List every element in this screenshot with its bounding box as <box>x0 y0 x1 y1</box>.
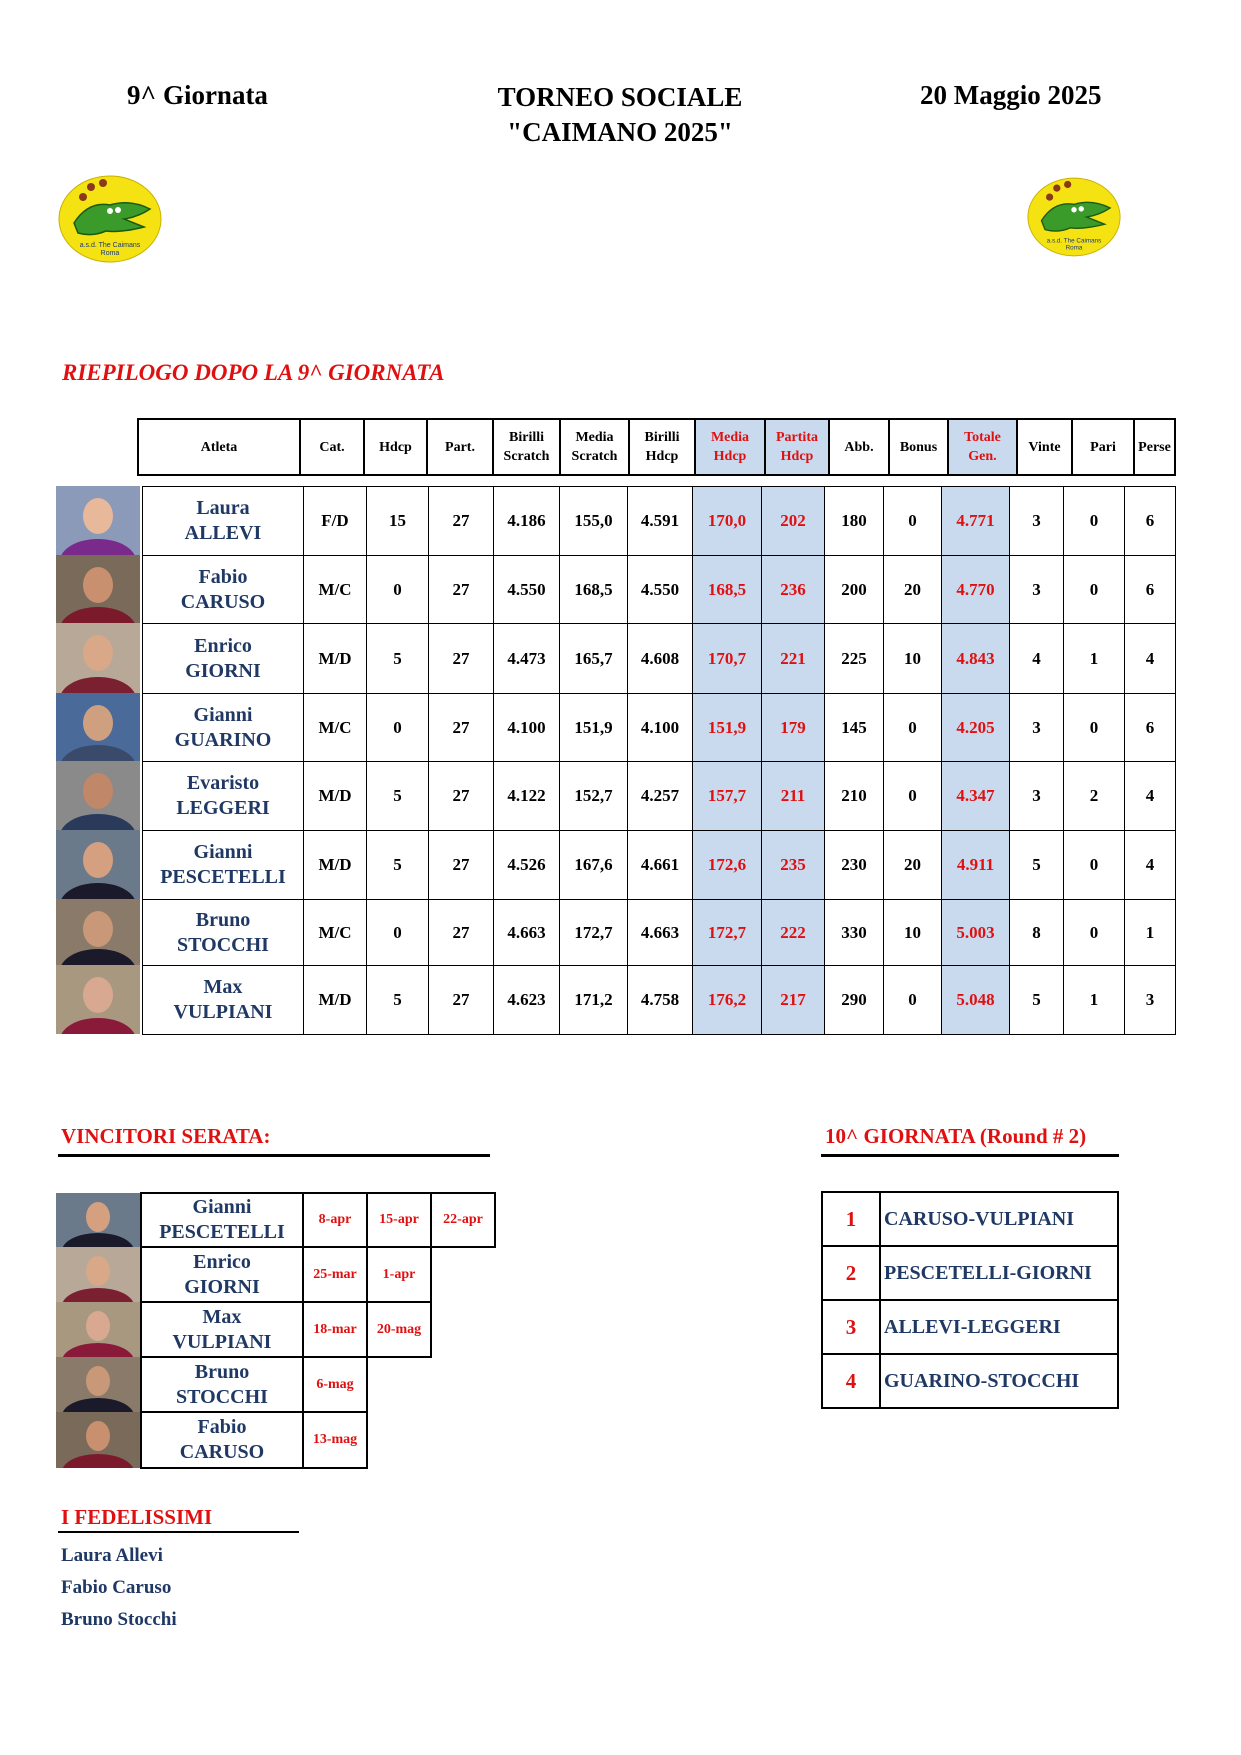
win-date: 13-mag <box>303 1412 367 1468</box>
cell-birilli-scratch: 4.100 <box>494 694 560 762</box>
cell-birilli-hdcp: 4.608 <box>628 624 693 694</box>
table-row <box>143 966 1176 1035</box>
athlete-last-name: VULPIANI <box>173 1001 273 1023</box>
win-date: 18-mar <box>303 1302 367 1357</box>
match-pair: GUARINO-STOCCHI <box>880 1354 1118 1408</box>
athlete-photo <box>56 1302 141 1357</box>
person-icon <box>56 1412 140 1468</box>
table-row <box>143 762 1176 831</box>
winner-row <box>56 1357 495 1412</box>
cell-bonus: 0 <box>884 694 942 762</box>
col-totale: Totale Gen. <box>948 419 1017 475</box>
person-icon <box>56 899 140 965</box>
cell-cat: M/D <box>304 966 367 1035</box>
cell-part: 27 <box>429 966 494 1035</box>
cell-part: 27 <box>429 694 494 762</box>
match-number: 1 <box>822 1192 880 1246</box>
match-pair: PESCETELLI-GIORNI <box>880 1246 1118 1300</box>
logo-text-2: Roma <box>100 250 120 257</box>
athlete-name <box>143 762 304 831</box>
cell-perse: 6 <box>1125 556 1176 624</box>
cell-partita-hdcp: 222 <box>762 900 825 966</box>
match-row <box>822 1300 1118 1354</box>
athlete-first-name: Gianni <box>193 703 253 726</box>
tournament-title-line2: "CAIMANO 2025" <box>507 117 733 147</box>
athlete-photo <box>56 761 140 830</box>
cell-birilli-scratch: 4.473 <box>494 624 560 694</box>
cell-bonus: 10 <box>884 624 942 694</box>
winner-name <box>141 1247 303 1302</box>
cell-bonus: 20 <box>884 556 942 624</box>
cell-birilli-scratch: 4.526 <box>494 831 560 900</box>
empty-cell <box>367 1357 431 1412</box>
cell-bonus: 10 <box>884 900 942 966</box>
winner-last-name: STOCCHI <box>176 1385 268 1408</box>
fedelissimi-title: I FEDELISSIMI <box>61 1505 213 1529</box>
cell-part: 27 <box>429 487 494 556</box>
col-abb: Abb. <box>829 419 889 475</box>
empty-cell <box>367 1412 431 1468</box>
logo-left <box>58 175 162 268</box>
col-bonus: Bonus <box>889 419 948 475</box>
cell-totale: 4.347 <box>942 762 1010 831</box>
cell-cat: M/C <box>304 694 367 762</box>
table-row <box>143 900 1176 966</box>
col-media-hdcp: Media Hdcp <box>695 419 765 475</box>
cell-vinte: 3 <box>1010 487 1064 556</box>
cell-partita-hdcp: 221 <box>762 624 825 694</box>
table-row <box>143 831 1176 900</box>
cell-cat: M/D <box>304 762 367 831</box>
athlete-first-name: Enrico <box>194 634 252 657</box>
winner-row <box>56 1193 495 1247</box>
cell-abb: 230 <box>825 831 884 900</box>
cell-perse: 3 <box>1125 966 1176 1035</box>
cell-abb: 330 <box>825 900 884 966</box>
cell-media-hdcp: 168,5 <box>693 556 762 624</box>
col-birilli-hdcp: Birilli Hdcp <box>629 419 695 475</box>
person-icon <box>56 693 140 761</box>
empty-cell <box>431 1357 495 1412</box>
athlete-name <box>143 624 304 694</box>
winner-row <box>56 1302 495 1357</box>
cell-totale: 4.843 <box>942 624 1010 694</box>
logo-right <box>1027 175 1121 264</box>
person-icon <box>56 830 140 899</box>
cell-media-hdcp: 176,2 <box>693 966 762 1035</box>
athlete-photo <box>56 965 140 1034</box>
match-number: 2 <box>822 1246 880 1300</box>
athlete-name <box>143 831 304 900</box>
cell-hdcp: 5 <box>367 624 429 694</box>
cell-abb: 180 <box>825 487 884 556</box>
cell-media-hdcp: 170,0 <box>693 487 762 556</box>
athlete-name <box>143 694 304 762</box>
col-vinte: Vinte <box>1017 419 1072 475</box>
round-label: 9^ Giornata <box>127 80 268 110</box>
athlete-first-name: Fabio <box>198 565 248 588</box>
athlete-last-name: GUARINO <box>174 728 272 751</box>
person-icon <box>56 623 140 693</box>
cell-media-hdcp: 172,6 <box>693 831 762 900</box>
athlete-first-name: Bruno <box>195 908 251 931</box>
cell-media-hdcp: 151,9 <box>693 694 762 762</box>
cell-vinte: 3 <box>1010 556 1064 624</box>
athlete-last-name: GIORNI <box>185 659 261 682</box>
match-row <box>822 1192 1118 1246</box>
athlete-first-name: Laura <box>196 497 250 519</box>
athlete-last-name: PESCETELLI <box>160 866 286 888</box>
match-number: 4 <box>822 1354 880 1408</box>
athlete-name <box>143 900 304 966</box>
win-date: 1-apr <box>367 1247 431 1302</box>
crocodile-logo-icon <box>58 175 162 263</box>
cell-birilli-hdcp: 4.758 <box>628 966 693 1035</box>
col-part: Part. <box>427 419 493 475</box>
athlete-photo <box>56 486 140 555</box>
col-atleta: Atleta <box>138 419 300 475</box>
winners-grid <box>56 1192 496 1469</box>
cell-partita-hdcp: 202 <box>762 487 825 556</box>
fedelissimo-name: Laura Allevi <box>61 1545 163 1566</box>
cell-media-scratch: 152,7 <box>560 762 628 831</box>
athlete-last-name: LEGGERI <box>176 797 270 819</box>
winner-first-name: Bruno <box>194 1360 250 1383</box>
cell-media-scratch: 155,0 <box>560 487 628 556</box>
win-date: 25-mar <box>303 1247 367 1302</box>
person-icon <box>56 486 140 555</box>
photos-column <box>56 486 142 1034</box>
winner-first-name: Max <box>202 1305 242 1328</box>
win-date: 20-mag <box>367 1302 431 1357</box>
winner-last-name: CARUSO <box>179 1441 265 1463</box>
cell-birilli-hdcp: 4.100 <box>628 694 693 762</box>
cell-hdcp: 0 <box>367 556 429 624</box>
cell-birilli-hdcp: 4.550 <box>628 556 693 624</box>
cell-part: 27 <box>429 624 494 694</box>
cell-pari: 0 <box>1064 694 1125 762</box>
winner-first-name: Fabio <box>197 1416 247 1438</box>
cell-pari: 1 <box>1064 624 1125 694</box>
empty-cell <box>431 1412 495 1468</box>
cell-hdcp: 15 <box>367 487 429 556</box>
cell-perse: 4 <box>1125 624 1176 694</box>
cell-hdcp: 0 <box>367 694 429 762</box>
winner-last-name: PESCETELLI <box>159 1221 285 1243</box>
cell-birilli-scratch: 4.663 <box>494 900 560 966</box>
fedelissimo-name: Bruno Stocchi <box>61 1609 177 1630</box>
col-partita-hdcp: Partita Hdcp <box>765 419 829 475</box>
cell-totale: 4.771 <box>942 487 1010 556</box>
winner-first-name: Enrico <box>193 1250 251 1273</box>
empty-cell <box>431 1302 495 1357</box>
winner-name <box>141 1412 303 1468</box>
athlete-photo <box>56 555 140 623</box>
fedelissimo-name: Fabio Caruso <box>61 1577 172 1598</box>
cell-vinte: 5 <box>1010 831 1064 900</box>
athlete-first-name: Gianni <box>193 841 253 863</box>
cell-birilli-scratch: 4.186 <box>494 487 560 556</box>
logo-text: a.s.d. The Caimans <box>79 242 141 249</box>
crocodile-logo-icon <box>1027 175 1121 259</box>
cell-partita-hdcp: 236 <box>762 556 825 624</box>
cell-hdcp: 5 <box>367 762 429 831</box>
logo-text: a.s.d. The Caimans <box>1046 237 1102 245</box>
winners-title: VINCITORI SERATA: <box>61 1124 271 1148</box>
cell-pari: 1 <box>1064 966 1125 1035</box>
cell-hdcp: 0 <box>367 900 429 966</box>
cell-abb: 210 <box>825 762 884 831</box>
cell-abb: 145 <box>825 694 884 762</box>
athlete-last-name: STOCCHI <box>177 933 269 956</box>
cell-birilli-hdcp: 4.591 <box>628 487 693 556</box>
person-icon <box>56 555 140 623</box>
athlete-photo <box>56 1247 141 1302</box>
win-date: 8-apr <box>303 1193 367 1247</box>
match-pair: ALLEVI-LEGGERI <box>880 1300 1118 1354</box>
tournament-title-line1: TORNEO SOCIALE <box>497 82 743 112</box>
cell-perse: 6 <box>1125 487 1176 556</box>
athlete-first-name: Max <box>203 976 243 998</box>
cell-media-scratch: 151,9 <box>560 694 628 762</box>
cell-media-hdcp: 157,7 <box>693 762 762 831</box>
cell-birilli-hdcp: 4.257 <box>628 762 693 831</box>
cell-cat: M/D <box>304 624 367 694</box>
cell-bonus: 0 <box>884 966 942 1035</box>
round-underline <box>821 1154 1119 1157</box>
cell-vinte: 3 <box>1010 762 1064 831</box>
athlete-first-name: Evaristo <box>186 772 260 794</box>
win-date: 15-apr <box>367 1193 431 1247</box>
cell-media-scratch: 165,7 <box>560 624 628 694</box>
cell-birilli-hdcp: 4.661 <box>628 831 693 900</box>
table-row <box>143 624 1176 694</box>
person-icon <box>56 1247 140 1302</box>
table-row <box>143 487 1176 556</box>
cell-media-scratch: 168,5 <box>560 556 628 624</box>
cell-hdcp: 5 <box>367 966 429 1035</box>
cell-cat: M/D <box>304 831 367 900</box>
col-media-scratch: Media Scratch <box>560 419 629 475</box>
person-icon <box>56 1193 140 1247</box>
cell-totale: 4.911 <box>942 831 1010 900</box>
cell-birilli-scratch: 4.623 <box>494 966 560 1035</box>
cell-pari: 0 <box>1064 900 1125 966</box>
cell-media-scratch: 171,2 <box>560 966 628 1035</box>
winner-last-name: VULPIANI <box>172 1330 272 1353</box>
fedelissimi-underline <box>58 1531 299 1533</box>
athlete-photo <box>56 830 140 899</box>
cell-media-scratch: 172,7 <box>560 900 628 966</box>
cell-bonus: 20 <box>884 831 942 900</box>
fedelissimi-list <box>61 1540 177 1636</box>
match-pair: CARUSO-VULPIANI <box>880 1192 1118 1246</box>
empty-cell <box>431 1247 495 1302</box>
cell-perse: 4 <box>1125 762 1176 831</box>
cell-abb: 225 <box>825 624 884 694</box>
athlete-name <box>143 966 304 1035</box>
cell-cat: M/C <box>304 900 367 966</box>
match-row <box>822 1354 1118 1408</box>
summary-title: RIEPILOGO DOPO LA 9^ GIORNATA <box>62 360 445 385</box>
cell-abb: 200 <box>825 556 884 624</box>
cell-partita-hdcp: 217 <box>762 966 825 1035</box>
winner-row <box>56 1412 495 1468</box>
win-date: 22-apr <box>431 1193 495 1247</box>
winner-last-name: GIORNI <box>184 1275 260 1298</box>
cell-partita-hdcp: 179 <box>762 694 825 762</box>
cell-perse: 6 <box>1125 694 1176 762</box>
table-row <box>143 694 1176 762</box>
cell-abb: 290 <box>825 966 884 1035</box>
standings-header <box>137 418 1176 476</box>
match-number: 3 <box>822 1300 880 1354</box>
athlete-photo <box>56 899 140 965</box>
cell-cat: F/D <box>304 487 367 556</box>
col-pari: Pari <box>1072 419 1134 475</box>
cell-vinte: 5 <box>1010 966 1064 1035</box>
standings-table <box>142 486 1176 1035</box>
cell-media-hdcp: 172,7 <box>693 900 762 966</box>
cell-birilli-hdcp: 4.663 <box>628 900 693 966</box>
person-icon <box>56 965 140 1034</box>
cell-bonus: 0 <box>884 762 942 831</box>
col-birilli-scratch: Birilli Scratch <box>493 419 560 475</box>
athlete-photo <box>56 1412 141 1468</box>
cell-bonus: 0 <box>884 487 942 556</box>
cell-perse: 1 <box>1125 900 1176 966</box>
col-hdcp: Hdcp <box>364 419 427 475</box>
winner-name <box>141 1302 303 1357</box>
cell-totale: 5.003 <box>942 900 1010 966</box>
cell-part: 27 <box>429 900 494 966</box>
col-perse: Perse <box>1134 419 1175 475</box>
winner-row <box>56 1247 495 1302</box>
athlete-last-name: CARUSO <box>180 590 266 613</box>
athlete-name <box>143 556 304 624</box>
cell-pari: 0 <box>1064 487 1125 556</box>
cell-birilli-scratch: 4.550 <box>494 556 560 624</box>
winner-name <box>141 1193 303 1247</box>
cell-birilli-scratch: 4.122 <box>494 762 560 831</box>
winners-underline <box>58 1154 490 1157</box>
win-date: 6-mag <box>303 1357 367 1412</box>
cell-pari: 0 <box>1064 831 1125 900</box>
cell-totale: 4.205 <box>942 694 1010 762</box>
cell-hdcp: 5 <box>367 831 429 900</box>
cell-cat: M/C <box>304 556 367 624</box>
tournament-title <box>420 80 820 150</box>
athlete-photo <box>56 623 140 693</box>
cell-vinte: 3 <box>1010 694 1064 762</box>
person-icon <box>56 1357 140 1412</box>
cell-media-hdcp: 170,7 <box>693 624 762 694</box>
cell-vinte: 8 <box>1010 900 1064 966</box>
cell-pari: 2 <box>1064 762 1125 831</box>
winner-name <box>141 1357 303 1412</box>
person-icon <box>56 1302 140 1357</box>
cell-part: 27 <box>429 762 494 831</box>
event-date: 20 Maggio 2025 <box>920 80 1102 110</box>
logo-text-2: Roma <box>1065 244 1083 252</box>
athlete-photo <box>56 693 140 761</box>
cell-totale: 5.048 <box>942 966 1010 1035</box>
cell-partita-hdcp: 211 <box>762 762 825 831</box>
table-row <box>143 556 1176 624</box>
winners-table <box>56 1192 496 1469</box>
cell-part: 27 <box>429 556 494 624</box>
cell-pari: 0 <box>1064 556 1125 624</box>
athlete-name <box>143 487 304 556</box>
round-title: 10^ GIORNATA (Round # 2) <box>825 1124 1087 1148</box>
round-table <box>821 1191 1119 1409</box>
cell-perse: 4 <box>1125 831 1176 900</box>
winner-first-name: Gianni <box>192 1196 252 1218</box>
cell-vinte: 4 <box>1010 624 1064 694</box>
cell-media-scratch: 167,6 <box>560 831 628 900</box>
athlete-photo <box>56 1193 141 1247</box>
athlete-photo <box>56 1357 141 1412</box>
person-icon <box>56 761 140 830</box>
cell-partita-hdcp: 235 <box>762 831 825 900</box>
col-cat: Cat. <box>300 419 364 475</box>
cell-totale: 4.770 <box>942 556 1010 624</box>
match-row <box>822 1246 1118 1300</box>
cell-part: 27 <box>429 831 494 900</box>
athlete-last-name: ALLEVI <box>184 522 262 544</box>
